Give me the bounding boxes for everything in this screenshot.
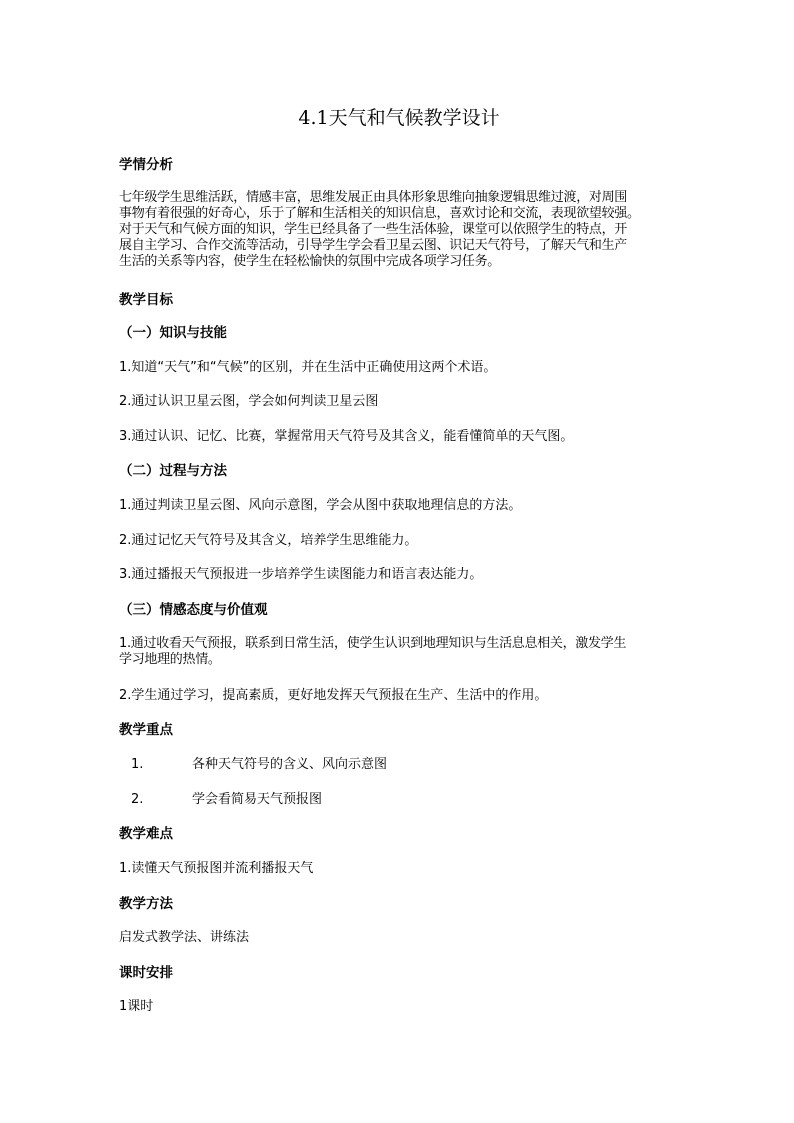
analysis-line: 生活的关系等内容，使学生在轻松愉快的氛围中完成各项学习任务。 — [119, 254, 501, 269]
section-heading-analysis: 学情分析 — [119, 157, 173, 173]
document-title: 4.1天气和气候教学设计 — [298, 107, 500, 129]
subheading-process: （二）过程与方法 — [119, 463, 227, 479]
attitude-item-1 — [119, 636, 679, 668]
list-number: 2. — [131, 792, 144, 807]
analysis-line: 对于天气和气候方面的知识，学生已经具备了一些生活体验，课堂可以依照学生的特点，开 — [119, 222, 628, 237]
process-item: 3.通过播报天气预报进一步培养学生读图能力和语言表达能力。 — [119, 567, 483, 582]
section-heading-objectives: 教学目标 — [119, 292, 173, 308]
section-heading-difficulties: 教学难点 — [119, 826, 173, 842]
knowledge-item: 3.通过认识、记忆、比赛，掌握常用天气符号及其含义，能看懂简单的天气图。 — [119, 429, 574, 444]
document-page — [119, 0, 679, 1123]
list-text: 各种天气符号的含义、风向示意图 — [192, 757, 388, 772]
attitude-line: 1.通过收看天气预报，联系到日常生活，使学生认识到地理知识与生活息息相关，激发学生 — [119, 636, 627, 651]
attitude-item-2: 2.学生通过学习，提高素质，更好地发挥天气预报在生产、生活中的作用。 — [119, 688, 548, 703]
knowledge-item: 1.知道“天气”和“气候”的区别，并在生活中正确使用这两个术语。 — [119, 360, 497, 375]
subheading-knowledge: （一）知识与技能 — [119, 325, 227, 341]
section-heading-schedule: 课时安排 — [119, 965, 173, 981]
attitude-line: 学习地理的热情。 — [119, 652, 221, 667]
section-heading-methods: 教学方法 — [119, 896, 173, 912]
schedule-text: 1课时 — [119, 999, 154, 1014]
difficulty-item: 1.读懂天气预报图并流利播报天气 — [119, 861, 314, 876]
list-text: 学会看简易天气预报图 — [192, 792, 323, 807]
methods-text: 启发式教学法、讲练法 — [119, 930, 250, 945]
analysis-line: 七年级学生思维活跃，情感丰富，思维发展正由具体形象思维向抽象逻辑思维过渡，对周围 — [119, 190, 628, 205]
analysis-line: 事物有着很强的好奇心，乐于了解和生活相关的知识信息，喜欢讨论和交流，表现欲望较强。 — [119, 206, 640, 221]
analysis-paragraph — [119, 190, 679, 270]
knowledge-item: 2.通过认识卫星云图，学会如何判读卫星云图 — [119, 394, 379, 409]
process-item: 1.通过判读卫星云图、风向示意图，学会从图中获取地理信息的方法。 — [119, 498, 522, 513]
analysis-line: 展自主学习、合作交流等活动，引导学生学会看卫星云图、识记天气符号，了解天气和生产 — [119, 238, 628, 253]
process-item: 2.通过记忆天气符号及其含义，培养学生思维能力。 — [119, 533, 418, 548]
list-number: 1. — [131, 757, 144, 772]
subheading-attitude: （三）情感态度与价值观 — [119, 602, 268, 618]
section-heading-key-points: 教学重点 — [119, 722, 173, 738]
